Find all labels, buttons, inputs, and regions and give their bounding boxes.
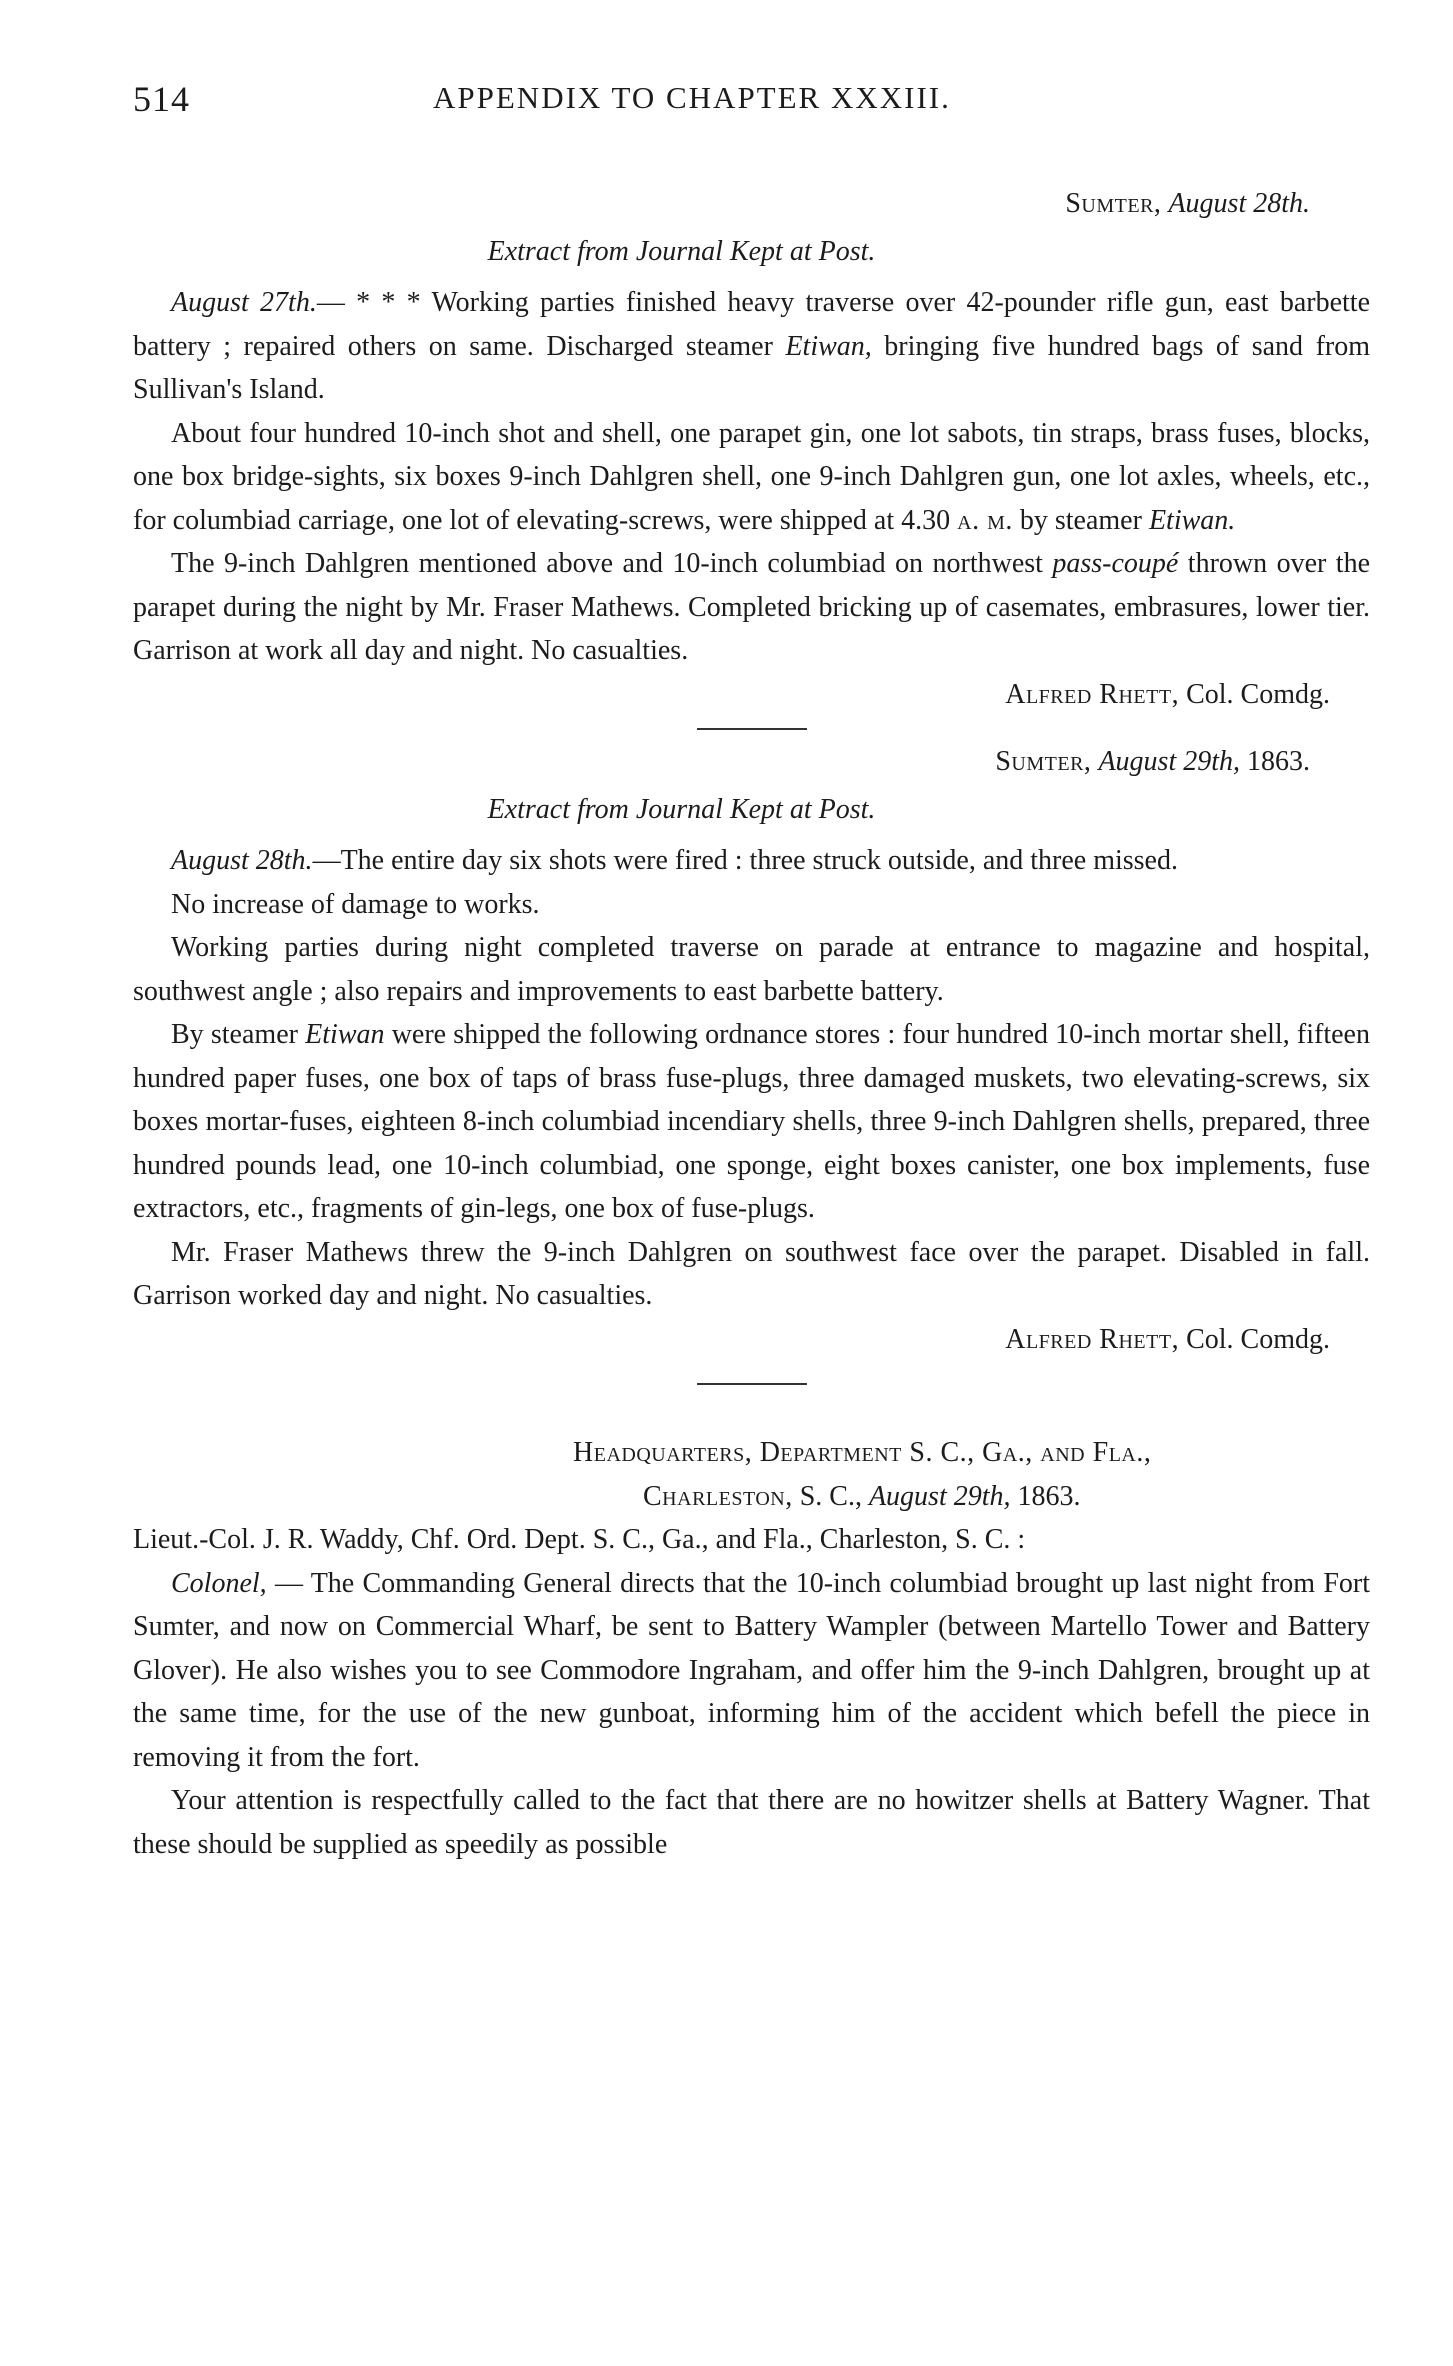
extract-title: Extract from Journal Kept at Post.: [487, 235, 876, 267]
journal-entry-2: [133, 740, 1370, 1361]
paragraph: The 9-inch Dahlgren mentioned above and 10-inch columbiad on northwest pass-coupé thrown over the parapet during the night by Mr. Fraser Mathews. Completed bricking up of casemates, embrasures, lower tier. Garrison at work all day and night. No casualties.: [133, 548, 1370, 666]
section-divider: [697, 728, 807, 730]
running-title: APPENDIX TO CHAPTER XXXIII.: [433, 80, 951, 115]
paragraph: Colonel, — The Commanding General directs that the 10-inch columbiad brought up last night from Fort Sumter, and now on Commercial Wharf, be sent to Battery Wampler (between Martello Tower and Battery Glover). He also wishes you to see Commodore Ingraham, and offer him the 9-inch Dahlgren, brought up at the same time, for the use of the new gunboat, informing him of the accident which befell the piece in removing it from the fort.: [133, 1567, 1370, 1773]
salutation: Colonel,: [171, 1567, 267, 1599]
page-number: 514: [133, 79, 190, 119]
paragraph: Your attention is respectfully called to the fact that there are no howitzer shells at Battery Wagner. That these should be supplied as speedily as possible: [133, 1785, 1370, 1860]
ship-name: Etiwan: [305, 1019, 385, 1050]
signature: Alfred Rhett, Col. Comdg.: [1005, 678, 1330, 710]
book-page: [133, 78, 1370, 1866]
dateline-place: Sumter,: [1065, 188, 1162, 219]
section-divider: [697, 1383, 807, 1385]
letter: [133, 1431, 1370, 1866]
ship-name: Etiwan,: [785, 330, 872, 362]
dateline-date: August 28th.: [1168, 188, 1310, 219]
paragraph: Mr. Fraser Mathews threw the 9-inch Dahlgren on southwest face over the parapet. Disabled in fall. Garrison worked day and night. No casualties.: [133, 1236, 1370, 1311]
dateline: [133, 182, 1370, 226]
entry-date-lead: August 27th.: [171, 287, 317, 318]
paragraph: No increase of damage to works.: [171, 888, 540, 920]
letter-heading-line2: Charleston, S. C., August 29th, 1863.: [643, 1480, 1081, 1512]
paragraph: By steamer Etiwan were shipped the following ordnance stores : four hundred 10-inch mortar shell, fifteen hundred paper fuses, one box of taps of brass fuse-plugs, three damaged muskets, two elevating-screws, six boxes mortar-fuses, eighteen 8-inch columbiad incendiary shells, three 9-inch Dahlgren shells, prepared, three hundred pounds lead, one 10-inch columbiad, one sponge, eight boxes canister, one box implements, fuse extractors, etc., fragments of gin-legs, one box of fuse-plugs.: [133, 1019, 1370, 1224]
paragraph: August 27th.— * * * Working parties finished heavy traverse over 42-pounder rifle gun, east barbette battery ; repaired others on same. Discharged steamer Etiwan, bringing five hundred bags of sand from Sullivan's Island.: [133, 287, 1371, 405]
addressee: Lieut.-Col. J. R. Waddy, Chf. Ord. Dept. S. C., Ga., and Fla., Charleston, S. C. :: [133, 1524, 1026, 1555]
paragraph: August 28th.—The entire day six shots were fired : three struck outside, and three missed.: [171, 845, 1178, 876]
extract-title: Extract from Journal Kept at Post.: [487, 793, 876, 825]
signature: Alfred Rhett, Col. Comdg.: [1005, 1323, 1330, 1355]
ship-name: Etiwan.: [1148, 504, 1236, 536]
paragraph: Working parties during night completed traverse on parade at entrance to magazine and hospital, southwest angle ; also repairs and improvements to east barbette battery.: [133, 932, 1370, 1007]
dateline: Sumter, August 29th, 1863.: [995, 746, 1310, 777]
journal-entry-1: [133, 182, 1370, 716]
letter-heading-line1: Headquarters, Department S. C., Ga., and Fla.,: [573, 1437, 1152, 1468]
paragraph: About four hundred 10-inch shot and shell, one parapet gin, one lot sabots, tin straps, brass fuses, blocks, one box bridge-sights, six boxes 9-inch Dahlgren shell, one 9-inch Dahlgren gun, one lot axles, wheels, etc., for columbiad carriage, one lot of elevating-screws, were shipped at 4.30 a. m. by steamer Etiwan.: [133, 417, 1370, 536]
page-header: [133, 78, 1370, 138]
